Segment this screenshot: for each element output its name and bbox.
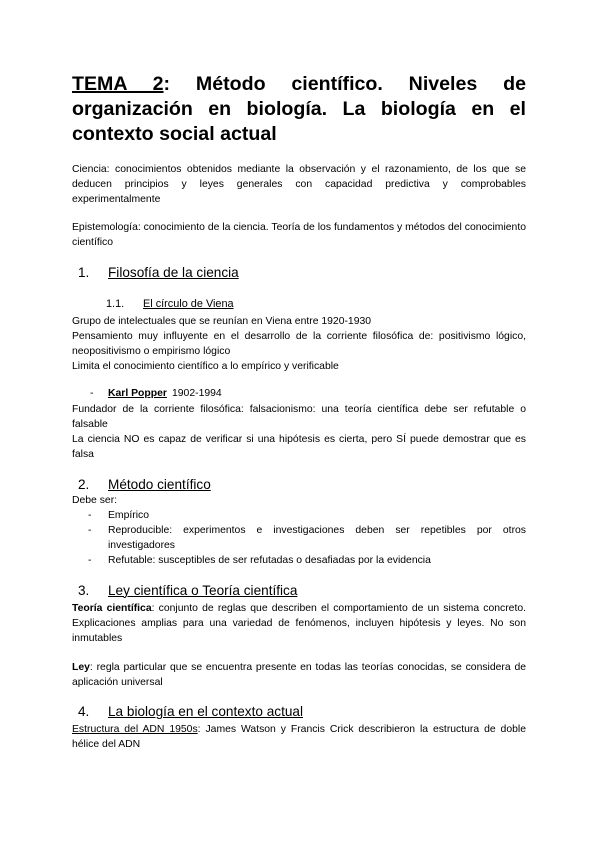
- popper-dash: -: [90, 388, 94, 399]
- section-2-title: Método científico: [108, 477, 211, 492]
- section-1-title: Filosofía de la ciencia: [108, 265, 239, 280]
- ley-term: Ley: [72, 662, 90, 673]
- title-rest: : Método científico. Niveles de organización en biología. La biología en el contexto social actual: [72, 73, 527, 145]
- popper-years: 1902-1994: [172, 388, 222, 399]
- section-2-number: 2.: [78, 477, 90, 492]
- teoria-definition: [72, 601, 526, 646]
- list-item-text: Reproducible: experimentos e investigaciones deben ser repetibles por otros investigadores: [108, 525, 526, 551]
- ciencia-definition: Ciencia: conocimientos obtenidos mediante la observación y el razonamiento, de los que se deducen principios y leyes generales con capacidad predictiva y comprobables experimentalmente: [72, 164, 526, 205]
- adn-term: Estructura del ADN 1950s: [72, 724, 198, 735]
- ley-definition: [72, 660, 526, 690]
- section-3-number: 3.: [78, 583, 90, 598]
- ley-text: : regla particular que se encuentra presente en todas las teorías conocidas, se considera de aplicación universal: [72, 662, 526, 688]
- section-4-title: La biología en el contexto actual: [108, 704, 303, 719]
- subsection-1-1-heading: [106, 297, 234, 312]
- list-item-text: Refutable: susceptibles de ser refutadas o desafiadas por la evidencia: [108, 555, 431, 566]
- section-2-intro: Debe ser:: [72, 495, 118, 506]
- viena-line-2: Pensamiento muy influyente en el desarrollo de la corriente filosófica de: positivismo lógico, neopositivismo o empirismo lógico: [72, 331, 526, 357]
- adn-text: : James Watson y Francis Crick describieron la estructura de doble hélice del ADN: [72, 724, 526, 750]
- page-title: [72, 72, 526, 147]
- viena-line-3: Limita el conocimiento científico a lo empírico y verificable: [72, 361, 339, 372]
- epistemologia-definition: Epistemología: conocimiento de la ciencia. Teoría de los fundamentos y métodos del conocimiento científico: [72, 222, 526, 248]
- viena-line-1: Grupo de intelectuales que se reunían en Viena entre 1920-1930: [72, 316, 372, 327]
- section-1-number: 1.: [78, 265, 90, 280]
- teoria-term: Teoría científica: [72, 603, 152, 614]
- title-prefix: TEMA 2: [72, 73, 164, 95]
- popper-line-2: La ciencia NO es capaz de verificar si una hipótesis es cierta, pero SÍ puede demostrar que es falsa: [72, 434, 526, 460]
- subsection-1-1-number: 1.1.: [106, 298, 125, 310]
- teoria-text: : conjunto de reglas que describen el comportamiento de un sistema concreto. Explicaciones amplias para una variedad de fenómenos, incluyen hipótesis y leyes. No son inmutables: [72, 603, 527, 644]
- subsection-1-1-title: El círculo de Viena: [143, 298, 234, 310]
- document-page: TEMA 2: Método científico. Niveles de organización en biología. La biología en el contexto social actual Ciencia: conocimientos obtenidos mediante la observación y el razonamiento, de los que se deducen principios y leyes generales con capacidad predictiva y comprobables experimentalmente Epistemología: conocimiento de la ciencia. Teoría de los fundamentos y métodos del conocimiento científico 1. Filosofía de la ciencia 1.1. El círculo de Viena Grupo de intelectuales que se reunían en Viena entre 1920-1930 Pensamiento muy influyente en el desarrollo de la corriente filosófica de: positivismo lógico, neopositivismo o empirismo lógico Limita el conocimiento científico a lo empírico y verificable - Karl Popper 1902-1994 Fundador de la corriente filosófica: falsacionismo: una teoría científica debe ser refutable o falsable La ciencia NO es capaz de verificar si una hipótesis es cierta, pero SÍ puede demostrar que es falsa 2. Método científico Debe ser: - Empírico - Reproducible: experimentos e investigaciones deben ser repetibles por otros investigadores - Refutable: susceptibles de ser refutadas o desafiadas por la evidencia 3. Ley científica o Teoría científica Teoría científica: conjunto de reglas que describen el comportamiento de un sistema concreto. Explicaciones amplias para una variedad de fenómenos, incluyen hipótesis y leyes. No son inmutables Ley: regla particular que se encuentra presente en todas las teorías conocidas, se considera de aplicación universal 4. La biología en el contexto actual Estructura del ADN 1950s: James Watson y Francis Crick describieron la estructura de doble hélice del ADN: [72, 73, 527, 750]
- popper-heading: [90, 386, 222, 401]
- section-3-title: Ley científica o Teoría científica: [108, 583, 298, 598]
- adn-definition: [72, 722, 526, 752]
- popper-name: Karl Popper: [108, 388, 167, 399]
- section-4-number: 4.: [78, 704, 90, 719]
- list-item-text: Empírico: [108, 510, 149, 521]
- popper-line-1: Fundador de la corriente filosófica: falsacionismo: una teoría científica debe ser refutable o falsable: [72, 404, 526, 430]
